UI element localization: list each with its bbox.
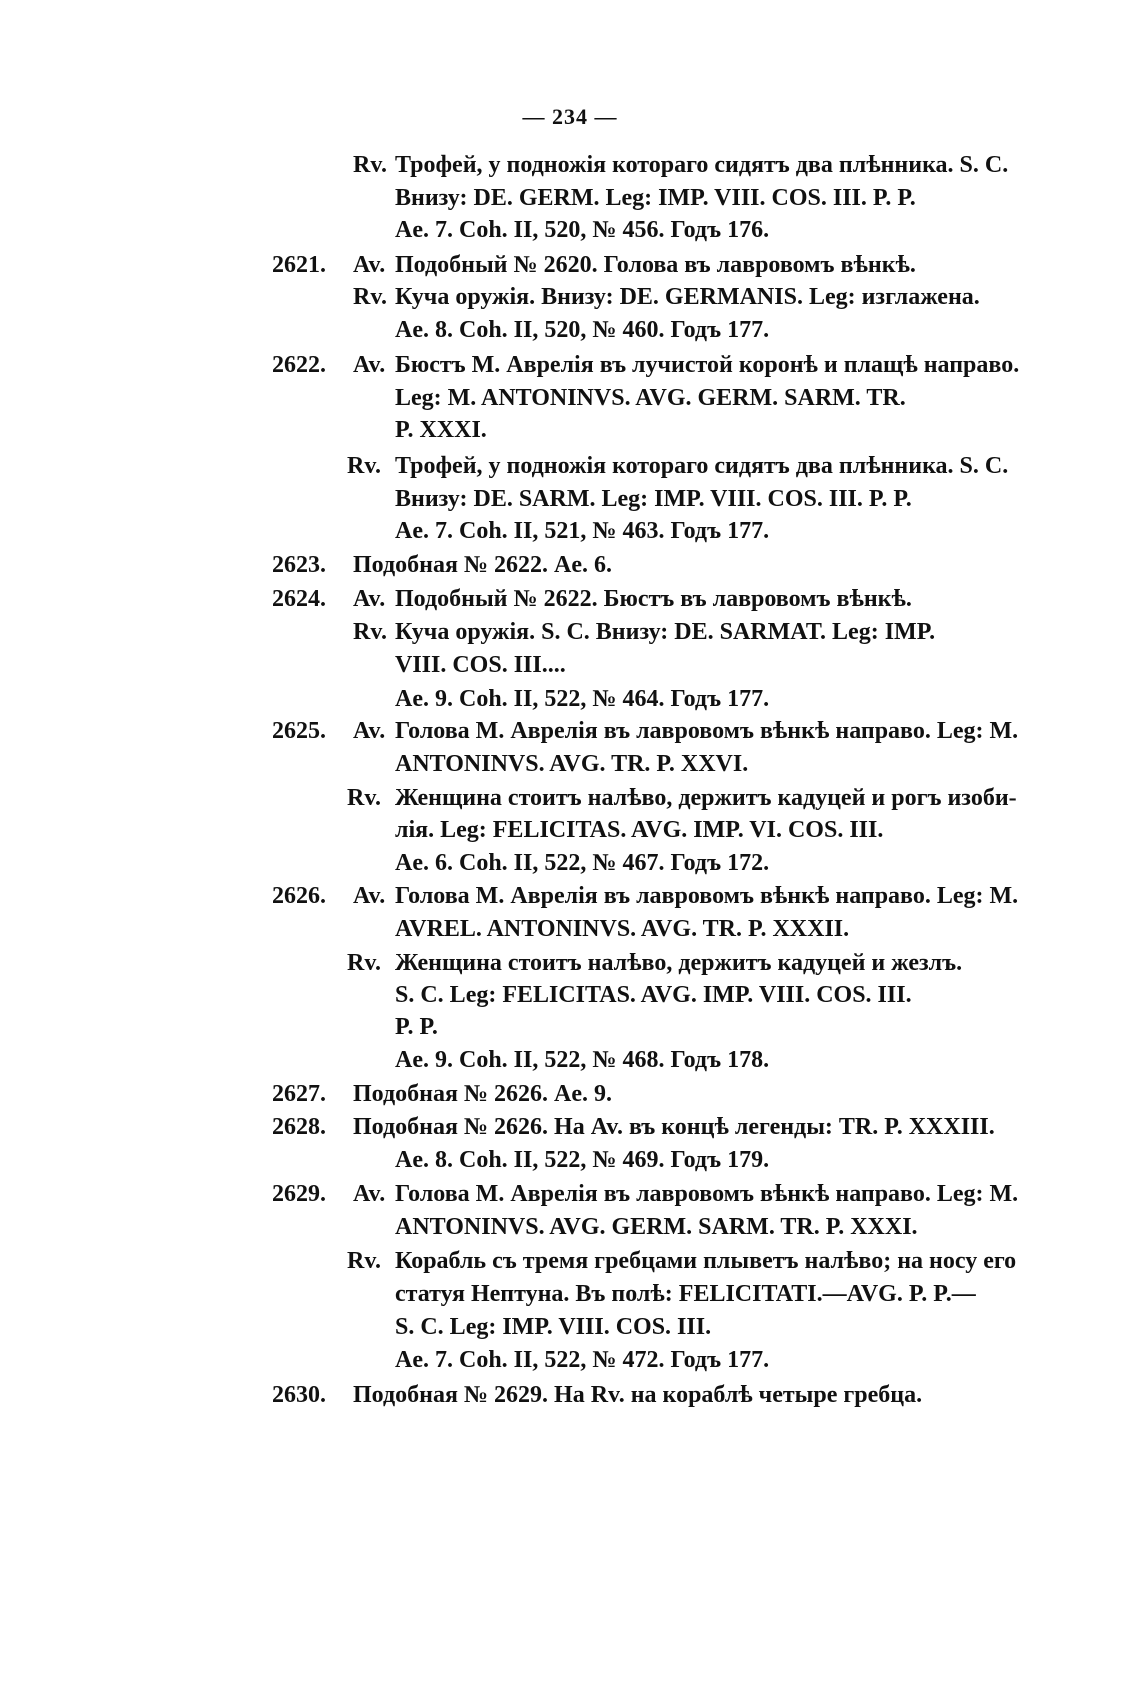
entry-number: 2621. [272,252,326,278]
entry-number: 2628. [272,1114,326,1140]
line-text: Ae. 7. Coh. II, 522, № 472. Годъ 177. [395,1347,770,1373]
line-text: S. C. Leg: IMP. VIII. COS. III. [395,1314,712,1340]
line-text: Ae. 7. Coh. II, 520, № 456. Годъ 176. [395,217,770,243]
line-text: Подобная № 2622. Ae. 6. [353,552,613,578]
page-number: — 234 — [522,104,618,129]
line-text: Leg: M. ANTONINVS. AVG. GERM. SARM. TR. [395,385,906,411]
line-text: Подобная № 2626. На Av. въ концѣ легенды: TR. P. XXXIII. [353,1114,995,1140]
entry-number: 2626. [272,883,326,909]
entry-number: 2630. [272,1382,326,1408]
entry-number: 2622. [272,352,326,378]
line-text: Куча оружія. S. C. Внизу: DE. SARMAT. Leg: IMP. [395,619,936,645]
line-text: Женщина стоитъ налѣво, держитъ кадуцей и жезлъ. [395,950,963,976]
line-text: Ae. 8. Coh. II, 520, № 460. Годъ 177. [395,317,770,343]
line-text: Бюстъ М. Аврелія въ лучистой коронѣ и плащѣ направо. [395,352,1020,378]
line-text: Подобная № 2626. Ae. 9. [353,1081,613,1107]
line-text: AVREL. ANTONINVS. AVG. TR. P. XXXII. [395,916,850,942]
line-text: Трофей, у подножія котораго сидятъ два плѣнника. S. C. [395,152,1009,178]
obverse-label: Av. [353,352,386,378]
line-text: Трофей, у подножія котораго сидятъ два плѣнника. S. C. [395,453,1009,479]
entry-number: 2623. [272,552,326,578]
line-text: Подобная № 2629. На Rv. на кораблѣ четыре гребца. [353,1382,923,1408]
reverse-label: Rv. [347,1248,382,1274]
reverse-label: Rv. [347,785,382,811]
line-text: Ae. 7. Coh. II, 521, № 463. Годъ 177. [395,518,770,544]
line-text: Голова М. Аврелія въ лавровомъ вѣнкѣ направо. Leg: M. [395,718,1019,744]
entry-number: 2627. [272,1081,326,1107]
line-text: VIII. COS. III.... [395,652,566,678]
reverse-label: Rv. [353,619,388,645]
line-text: статуя Нептуна. Въ полѣ: FELICITATI.—AVG. P. P.— [395,1281,976,1307]
line-text: Внизу: DE. GERM. Leg: IMP. VIII. COS. III. P. P. [395,185,916,211]
reverse-label: Rv. [353,284,388,310]
line-text: Внизу: DE. SARM. Leg: IMP. VIII. COS. III. P. P. [395,486,912,512]
entry-number: 2629. [272,1181,326,1207]
obverse-label: Av. [353,586,386,612]
reverse-label: Rv. [347,950,382,976]
line-text: Голова М. Аврелія въ лавровомъ вѣнкѣ направо. Leg: M. [395,1181,1019,1207]
line-text: ANTONINVS. AVG. GERM. SARM. TR. P. XXXI. [395,1214,918,1240]
line-text: Ae. 6. Coh. II, 522, № 467. Годъ 172. [395,850,770,876]
line-text: Голова М. Аврелія въ лавровомъ вѣнкѣ направо. Leg: M. [395,883,1019,909]
line-text: Женщина стоитъ налѣво, держитъ кадуцей и рогъ изоби- [395,785,1017,811]
obverse-label: Av. [353,1181,386,1207]
entry-number: 2625. [272,718,326,744]
reverse-label: Rv. [347,453,382,479]
line-text: S. C. Leg: FELICITAS. AVG. IMP. VIII. COS. III. [395,982,912,1008]
reverse-label: Rv. [353,152,388,178]
obverse-label: Av. [353,718,386,744]
obverse-label: Av. [353,252,386,278]
line-text: Ae. 9. Coh. II, 522, № 468. Годъ 178. [395,1047,770,1073]
line-text: P. XXXI. [395,417,487,443]
line-text: Корабль съ тремя гребцами плыветъ налѣво; на носу его [395,1248,1017,1274]
line-text: P. P. [395,1014,438,1040]
line-text: Куча оружія. Внизу: DE. GERMANIS. Leg: изглажена. [395,284,980,310]
line-text: Ae. 8. Coh. II, 522, № 469. Годъ 179. [395,1147,770,1173]
obverse-label: Av. [353,883,386,909]
line-text: Подобный № 2620. Голова въ лавровомъ вѣнкѣ. [395,252,916,278]
line-text: лія. Leg: FELICITAS. AVG. IMP. VI. COS. III. [395,817,884,843]
entry-number: 2624. [272,586,326,612]
line-text: Ae. 9. Coh. II, 522, № 464. Годъ 177. [395,686,770,712]
line-text: ANTONINVS. AVG. TR. P. XXVI. [395,751,749,777]
line-text: Подобный № 2622. Бюстъ въ лавровомъ вѣнкѣ. [395,586,912,612]
